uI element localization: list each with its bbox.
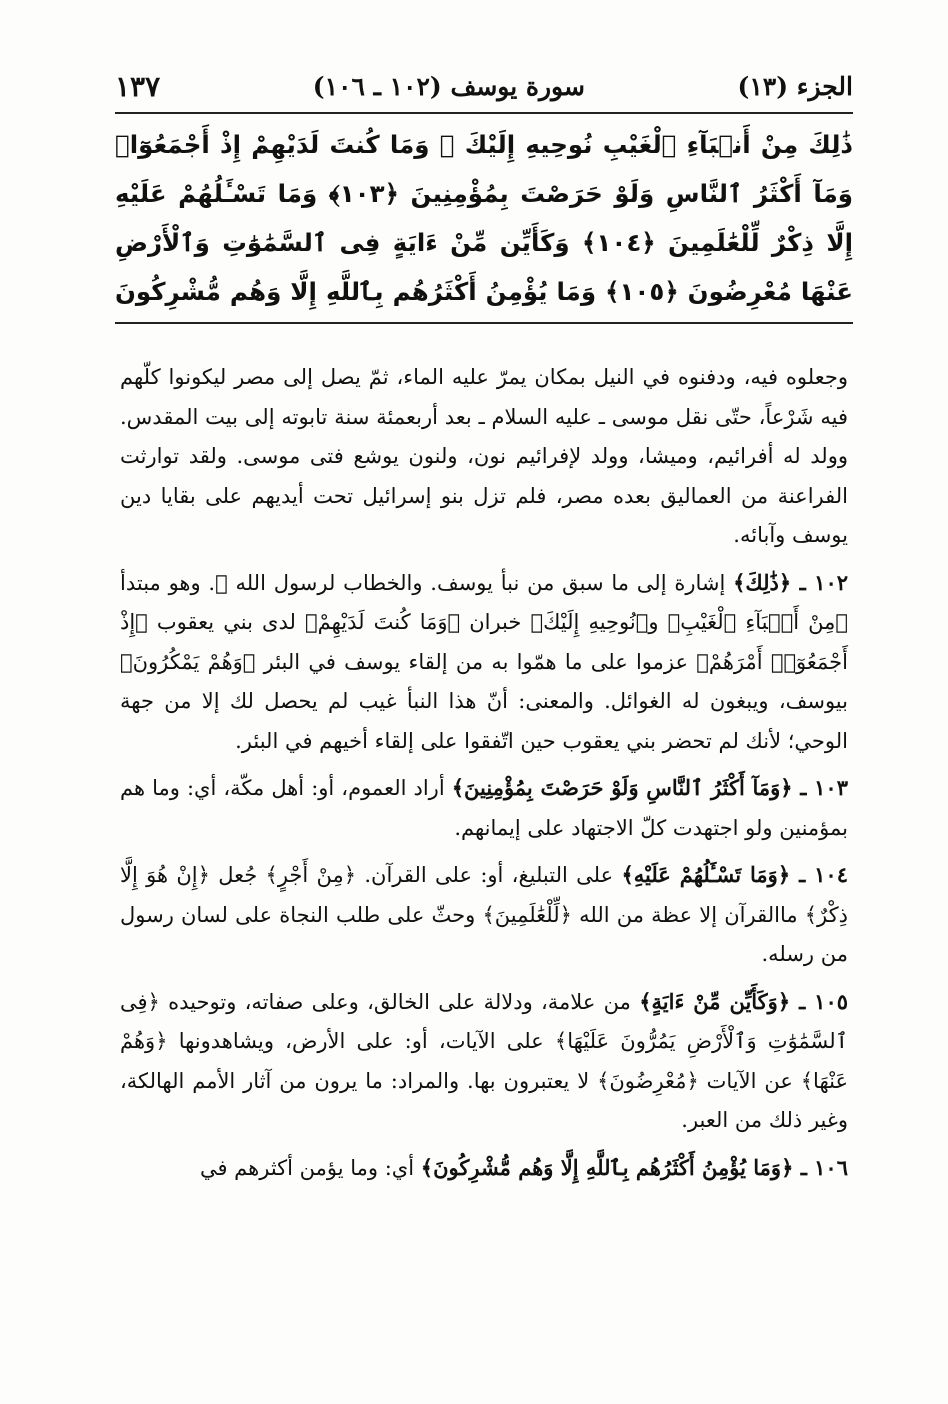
commentary-intro: وجعلوه فيه، ودفنوه في النيل بمكان يمرّ عليه الماء، ثمّ يصل إلى مصر ليكونوا كلّهم فيه شَرْعاً، حتّى نقل موسى ـ عليه السلام ـ بعد أربعمئة سنة تابوته إلى بيت المقدس. وولد له أفرائيم، وميشا، وولد لإفرائيم نون، ولنون يوشع فتى موسى. ولقد توارثت الفراعنة من العماليق بعده مصر، فلم تزل بنو إسرائيل تحت أيديهم على بقايا دين يوسف وآبائه. (120, 365, 848, 547)
quran-line: وَمَآ أَكْثَرُ ٱلنَّاسِ وَلَوْ حَرَصْتَ بِمُؤْمِنِينَ ﴿١٠٣﴾ وَمَا تَسْـَٔلُهُمْ عَلَيْهِ (115, 179, 853, 208)
surah-title: سورة يوسف (١٠٢ ـ ١٠٦) (312, 71, 585, 101)
verse-ref-104: ١٠٤ ـ ﴿وَمَا تَسْـَٔلُهُمْ عَلَيْهِ﴾ (621, 862, 848, 887)
verse-ref-106: ١٠٦ ـ ﴿وَمَا يُؤْمِنُ أَكْثَرُهُم بِٱللَّهِ إِلَّا وَهُم مُّشْرِكُونَ﴾ (420, 1154, 848, 1180)
commentary-block (120, 358, 848, 1195)
quran-line: إِلَّا ذِكْرٌ لِّلْعَٰلَمِينَ ﴿١٠٤﴾ وَكَأَيِّن مِّنْ ءَايَةٍ فِى ٱلسَّمَٰوَٰتِ وَٱلْأَرْضِ (115, 228, 853, 257)
page-header (115, 64, 853, 108)
juz-label: الجزء (١٣) (737, 71, 853, 101)
commentary-verse-106 (120, 1148, 848, 1189)
commentary-text-103: أراد العموم، أو: أهل مكّة، أي: وما هم بمؤمنين ولو اجتهدت كلّ الاجتهاد على إيمانهم. (120, 776, 848, 840)
verse-ref-103: ١٠٣ ـ ﴿وَمَآ أَكْثَرُ ٱلنَّاسِ وَلَوْ حَرَصْتَ بِمُؤْمِنِينَ﴾ (451, 775, 848, 800)
commentary-verse-103 (120, 768, 848, 848)
commentary-verse-104 (120, 855, 848, 975)
quran-divider (115, 322, 853, 324)
commentary-verse-102 (120, 563, 848, 762)
commentary-text-106: أي: وما يؤمن أكثرهم في (199, 1155, 415, 1180)
commentary-text-104: على التبليغ، أو: على القرآن. ﴿مِنْ أَجْرٍ﴾ جُعل ﴿إِنْ هُوَ إِلَّا ذِكْرٌ﴾ ماالقرآن إلا عظة من الله ﴿لِّلْعَٰلَمِينَ﴾ وحثّ على طلب النجاة على لسان رسول من رسله. (120, 863, 848, 966)
header-divider (115, 112, 853, 114)
quran-line: ذَٰلِكَ مِنْ أَنۢبَآءِ ٱلْغَيْبِ نُوحِيهِ إِلَيْكَ ۖ وَمَا كُنتَ لَدَيْهِمْ إِذْ أَجْمَعُوٓا۟ (115, 130, 853, 159)
commentary-text-105: من علامة، ودلالة على الخالق، وعلى صفاته، وتوحيده ﴿فِى ٱلسَّمَٰوَٰتِ وَٱلْأَرْضِ يَمُرُّونَ عَلَيْهَا﴾ على الآيات، أو: على الأرض، ويشاهدونها ﴿وَهُمْ عَنْهَا﴾ عن الآيات ﴿مُعْرِضُونَ﴾ لا يعتبرون بها. والمراد: ما يرون من آثار الأمم الهالكة، وغير ذلك من العبر. (120, 989, 848, 1132)
commentary-text-102: إشارة إلى ما سبق من نبأ يوسف. والخطاب لرسول الله ﷺ. وهو مبتدأ ﴿مِنْ أَنۢبَآءِ ٱلْغَيْبِ﴾ و﴿نُوحِيهِ إِلَيْكَ﴾ خبران ﴿وَمَا كُنتَ لَدَيْهِمْ﴾ لدى بني يعقوب ﴿إِذْ أَجْمَعُوٓا۟ أَمْرَهُمْ﴾ عزموا على ما همّوا به من إلقاء يوسف في البئر ﴿وَهُمْ يَمْكُرُونَ﴾ بيوسف، ويبغون له الغوائل. والمعنى: أنّ هذا النبأ غيب لم يحصل لك إلا من جهة الوحي؛ لأنك لم تحضر بني يعقوب حين اتّفقوا على إلقاء أخيهم في البئر. (120, 570, 848, 753)
verse-ref-105: ١٠٥ ـ ﴿وَكَأَيِّن مِّنْ ءَايَةٍ﴾ (639, 988, 849, 1014)
quran-text-block (115, 120, 853, 316)
commentary-verse-105 (120, 982, 848, 1141)
quran-line: عَنْهَا مُعْرِضُونَ ﴿١٠٥﴾ وَمَا يُؤْمِنُ أَكْثَرُهُم بِٱللَّهِ إِلَّا وَهُم مُّشْرِكُونَ (115, 277, 853, 306)
verse-ref-102: ١٠٢ ـ ﴿ذَٰلِكَ﴾ (733, 569, 849, 595)
page-number: ١٣٧ (115, 69, 161, 103)
